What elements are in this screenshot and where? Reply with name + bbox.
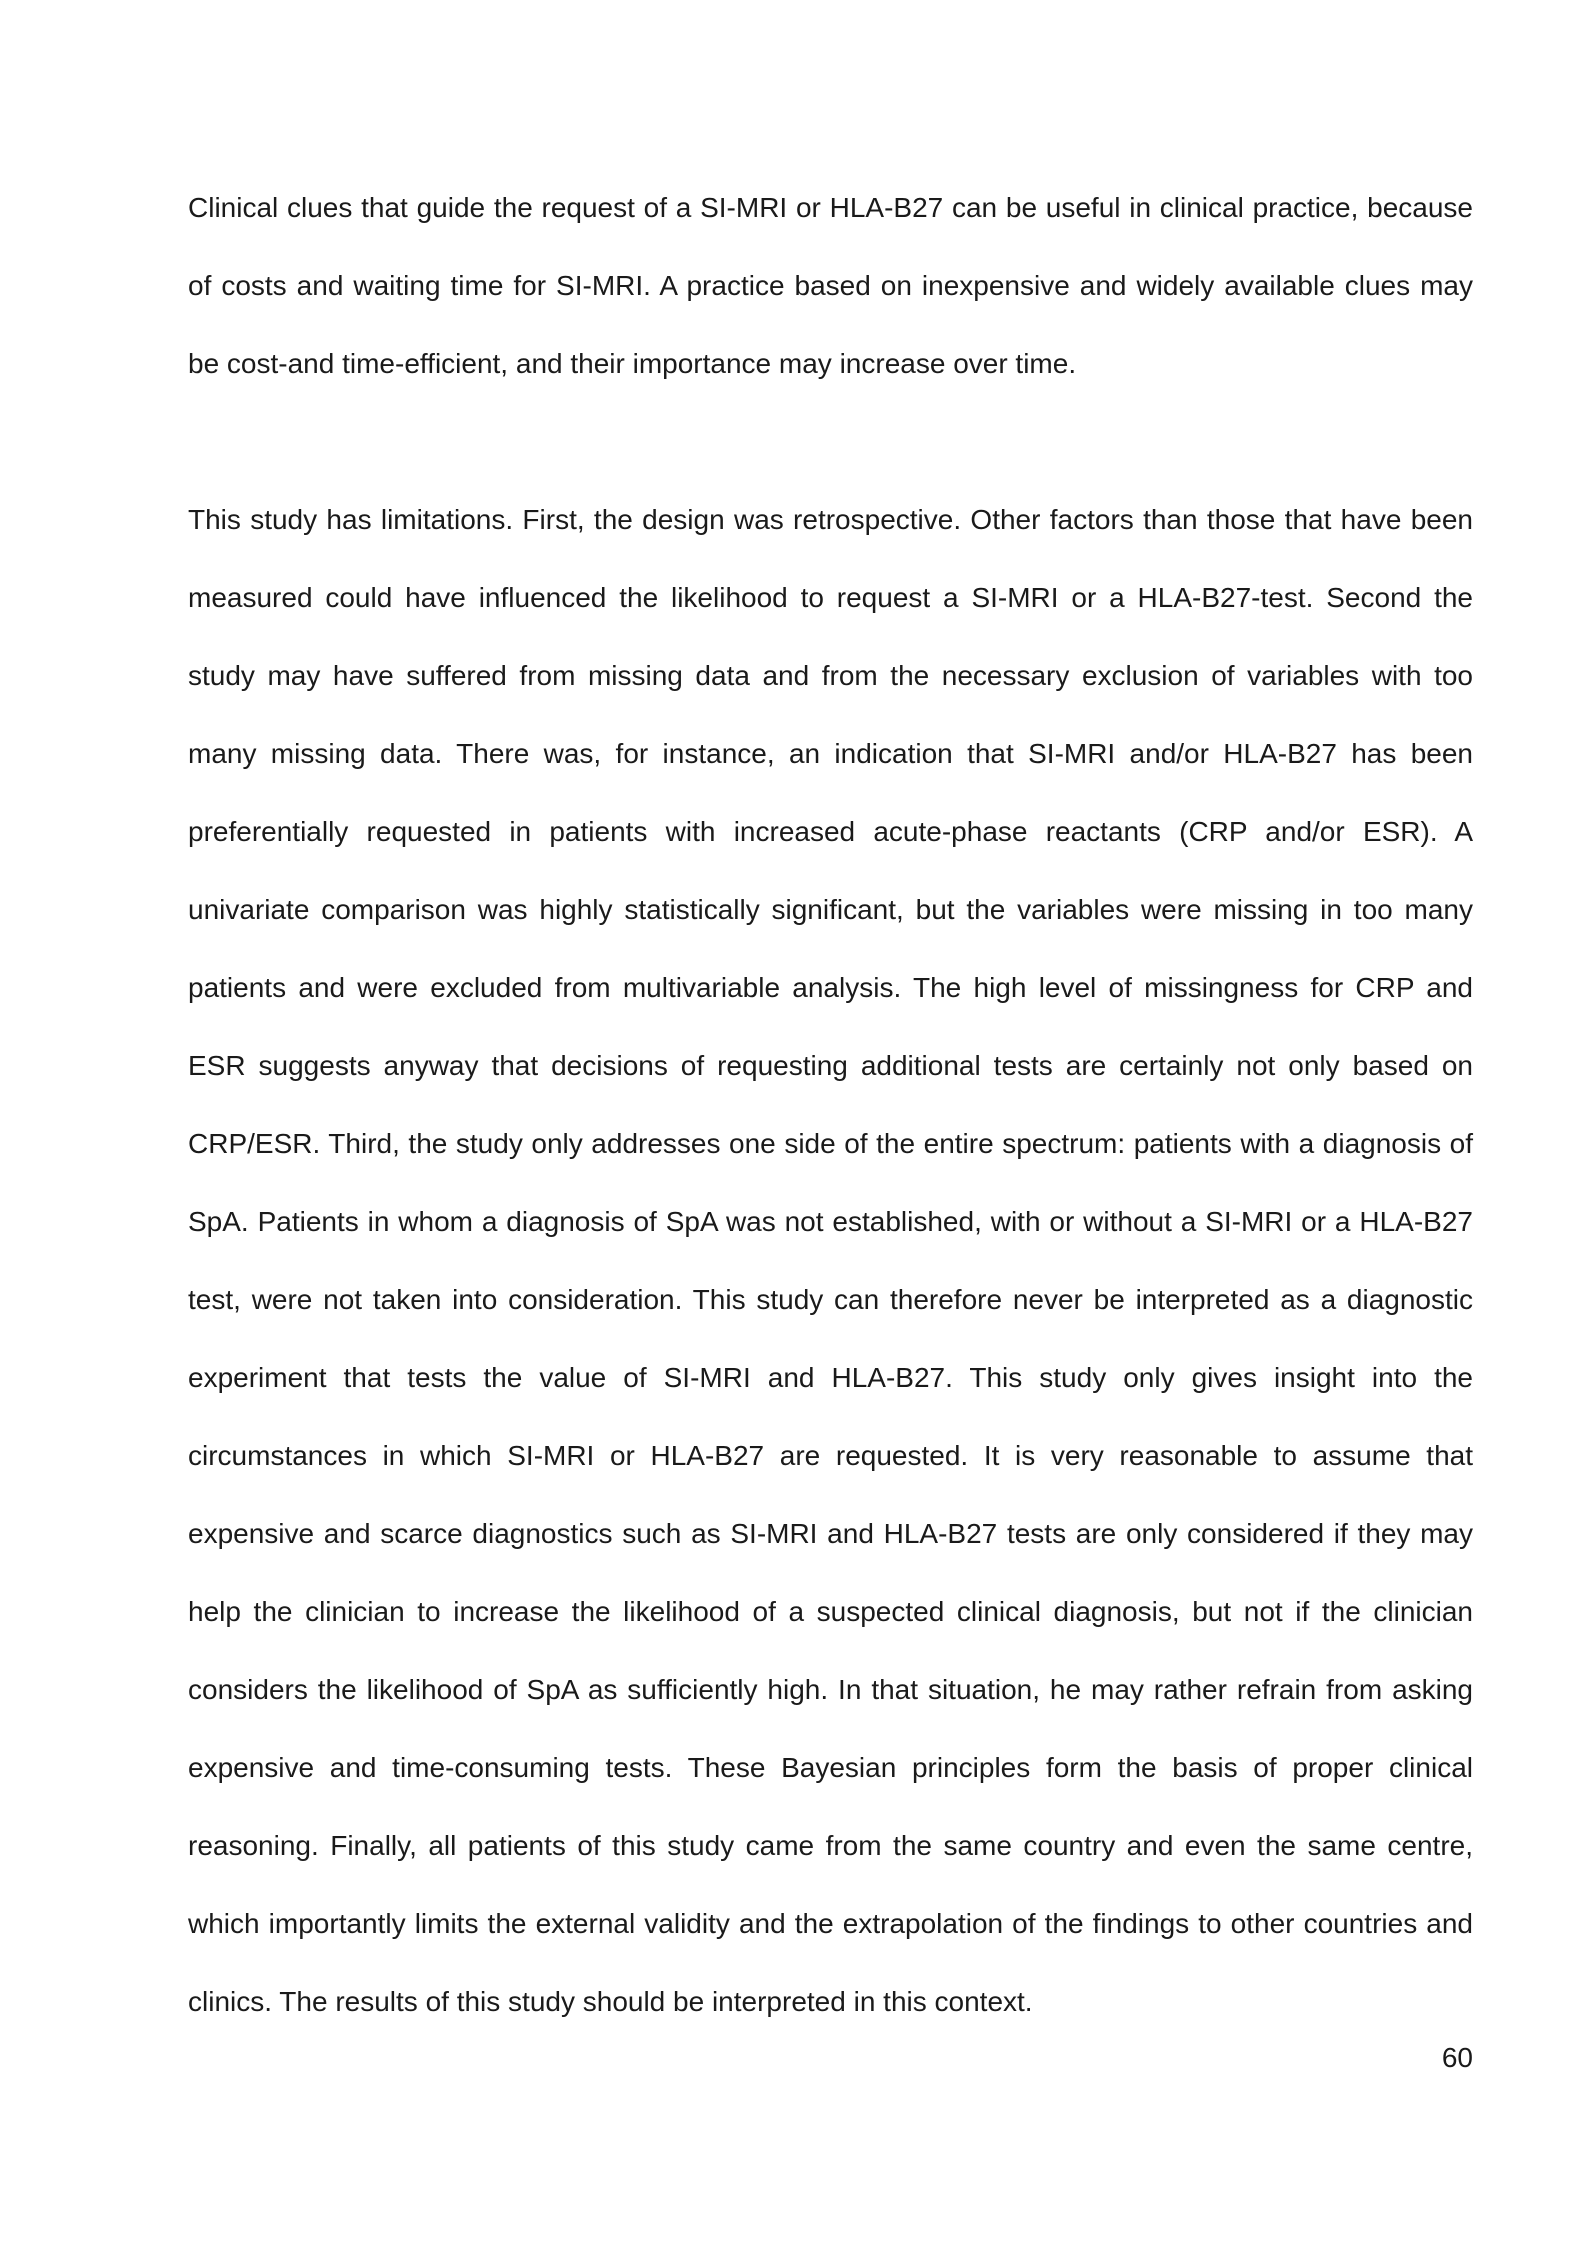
page-number: 60 xyxy=(1441,2042,1473,2073)
paragraph-clinical-clues: Clinical clues that guide the request of a SI-MRI or HLA-B27 can be useful in clinical practice, because of costs and waiting time for SI-MRI. A practice based on inexpensive and widely available clues may be cost-and time-efficient, and their importance may increase over time. xyxy=(188,192,1473,379)
paragraph-limitations: This study has limitations. First, the design was retrospective. Other factors than those that have been measured could have influenced the likelihood to request a SI-MRI or a HLA-B27-test. Second the study may have suffered from missing data and from the necessary exclusion of variables with too many missing data. There was, for instance, an indication that SI-MRI and/or HLA-B27 has been preferentially requested in patients with increased acute-phase reactants (CRP and/or ESR). A univariate comparison was highly statistically significant, but the variables were missing in too many patients and were excluded from multivariable analysis. The high level of missingness for CRP and ESR suggests anyway that decisions of requesting additional tests are certainly not only based on CRP/ESR. Third, the study only addresses one side of the entire spectrum: patients with a diagnosis of SpA. Patients in whom a diagnosis of SpA was not established, with or without a SI-MRI or a HLA-B27 test, were not taken into consideration. This study can therefore never be interpreted as a diagnostic experiment that tests the value of SI-MRI and HLA-B27. This study only gives insight into the circumstances in which SI-MRI or HLA-B27 are requested. It is very reasonable to assume that expensive and scarce diagnostics such as SI-MRI and HLA-B27 tests are only considered if they may help the clinician to increase the likelihood of a suspected clinical diagnosis, but not if the clinician considers the likelihood of SpA as sufficiently high. In that situation, he may rather refrain from asking expensive and time-consuming tests. These Bayesian principles form the basis of proper clinical reasoning. Finally, all patients of this study came from the same country and even the same centre, which importantly limits the external validity and the extrapolation of the findings to other countries and clinics. The results of this study should be interpreted in this context. xyxy=(188,504,1473,2017)
